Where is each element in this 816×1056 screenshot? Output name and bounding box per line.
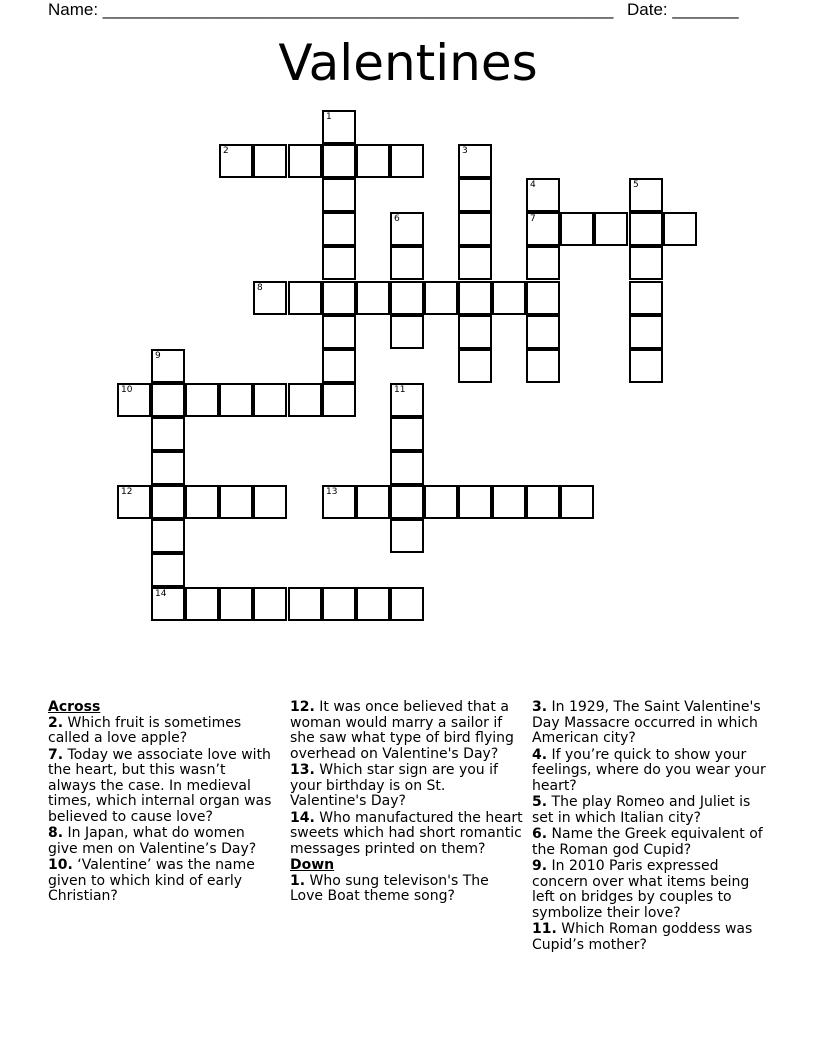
grid-cell[interactable] — [390, 519, 424, 553]
grid-cell[interactable] — [458, 315, 492, 349]
grid-cell[interactable] — [322, 281, 356, 315]
clue-number: 3. — [532, 699, 548, 715]
grid-cell[interactable] — [424, 485, 458, 519]
clue-number: 5. — [532, 794, 548, 810]
cell-number: 1 — [326, 112, 332, 122]
grid-cell[interactable] — [390, 315, 424, 349]
grid-cell[interactable] — [322, 212, 356, 246]
clue-text: The play Romeo and Juliet is set in which Italian city? — [532, 794, 751, 826]
grid-cell[interactable] — [526, 281, 560, 315]
grid-cell[interactable] — [356, 144, 390, 178]
grid-cell[interactable] — [151, 587, 185, 621]
grid-cell[interactable] — [560, 485, 594, 519]
cell-number: 6 — [394, 214, 400, 224]
cell-number: 5 — [633, 180, 639, 190]
clue-text: Which star sign are you if your birthday is on St. Valentine's Day? — [290, 762, 498, 809]
cell-number: 10 — [121, 385, 133, 395]
grid-cell[interactable] — [390, 144, 424, 178]
grid-cell[interactable] — [458, 246, 492, 280]
grid-cell[interactable] — [151, 383, 185, 417]
grid-cell[interactable] — [390, 587, 424, 621]
clue-down-5 — [532, 795, 772, 826]
grid-cell[interactable] — [526, 349, 560, 383]
clue-number: 4. — [532, 746, 548, 763]
grid-cell[interactable] — [151, 417, 185, 451]
clue-down-6 — [532, 827, 772, 858]
grid-cell[interactable] — [458, 349, 492, 383]
grid-cell[interactable] — [629, 349, 663, 383]
grid-cell[interactable] — [253, 485, 287, 519]
clue-text: ‘Valentine’ was the name given to which kind of early Christian? — [48, 857, 255, 904]
grid-cell[interactable] — [322, 315, 356, 349]
grid-cell[interactable] — [288, 383, 322, 417]
cell-number: 14 — [155, 589, 167, 599]
grid-cell[interactable] — [390, 417, 424, 451]
grid-cell[interactable] — [458, 178, 492, 212]
clue-across-12 — [290, 700, 526, 762]
clue-number: 9. — [532, 858, 548, 874]
grid-cell[interactable] — [458, 212, 492, 246]
clue-text: Today we associate love with the heart, but this wasn’t always the case. In medieval times, which internal organ was believed to cause love? — [48, 746, 272, 825]
grid-cell[interactable] — [390, 383, 424, 417]
clue-across-7 — [48, 748, 276, 826]
clue-text: In 1929, The Saint Valentine's Day Massacre occurred in which American city? — [532, 699, 761, 746]
grid-cell[interactable] — [322, 485, 356, 519]
clue-down-3 — [532, 700, 772, 747]
grid-cell[interactable] — [424, 281, 458, 315]
clue-down-4 — [532, 748, 772, 795]
grid-cell[interactable] — [526, 315, 560, 349]
cell-number: 13 — [326, 487, 338, 497]
clue-text: Which fruit is sometimes called a love apple? — [48, 714, 242, 746]
clue-across-10 — [48, 858, 276, 905]
grid-cell[interactable] — [117, 485, 151, 519]
clue-text: It was once believed that a woman would marry a sailor if she saw what type of bird flying overhead on Valentine's Day? — [290, 699, 514, 762]
clue-text: Which Roman goddess was Cupid’s mother? — [532, 921, 753, 953]
grid-cell[interactable] — [219, 485, 253, 519]
clue-number: 2. — [48, 714, 64, 731]
grid-cell[interactable] — [390, 451, 424, 485]
cell-number: 7 — [530, 214, 536, 224]
clues-column-3 — [532, 700, 772, 954]
clue-number: 1. — [290, 872, 306, 889]
grid-cell[interactable] — [185, 587, 219, 621]
clue-text: If you’re quick to show your feelings, where do you wear your heart? — [532, 746, 766, 794]
grid-cell[interactable] — [322, 587, 356, 621]
clue-down-9 — [532, 859, 772, 921]
grid-cell[interactable] — [151, 485, 185, 519]
grid-cell[interactable] — [219, 587, 253, 621]
grid-cell[interactable] — [629, 178, 663, 212]
grid-cell[interactable] — [288, 587, 322, 621]
clue-text: In 2010 Paris expressed concern over what items being left on bridges by couples to symbolize their love? — [532, 858, 750, 921]
clue-number: 8. — [48, 825, 64, 841]
grid-cell[interactable] — [663, 212, 697, 246]
clues-column-1 — [48, 700, 276, 906]
grid-cell[interactable] — [458, 281, 492, 315]
cell-number: 12 — [121, 487, 133, 497]
grid-cell[interactable] — [151, 553, 185, 587]
clue-across-13 — [290, 763, 526, 810]
clue-text: Name the Greek equivalent of the Roman god Cupid? — [532, 826, 763, 858]
grid-cell[interactable] — [288, 281, 322, 315]
grid-cell[interactable] — [390, 246, 424, 280]
clue-number: 10. — [48, 857, 73, 873]
clue-across-14 — [290, 811, 526, 858]
grid-cell[interactable] — [356, 281, 390, 315]
grid-cell[interactable] — [560, 212, 594, 246]
grid-cell[interactable] — [322, 383, 356, 417]
cell-number: 8 — [257, 283, 263, 293]
grid-cell[interactable] — [356, 485, 390, 519]
grid-cell[interactable] — [629, 212, 663, 246]
grid-cell[interactable] — [185, 383, 219, 417]
clue-number: 7. — [48, 746, 64, 763]
down-heading: Down — [290, 857, 335, 873]
clue-number: 6. — [532, 826, 548, 842]
clue-text: In Japan, what do women give men on Valentine’s Day? — [48, 825, 257, 857]
clue-down-1 — [290, 874, 526, 905]
grid-cell[interactable] — [322, 144, 356, 178]
grid-cell[interactable] — [322, 246, 356, 280]
clue-number: 13. — [290, 762, 315, 778]
page-title: Valentines — [278, 34, 538, 92]
clue-text: Who sung televison's The Love Boat theme song? — [290, 872, 489, 904]
grid-cell[interactable] — [629, 315, 663, 349]
grid-cell[interactable] — [253, 587, 287, 621]
grid-cell[interactable] — [151, 519, 185, 553]
grid-cell[interactable] — [288, 144, 322, 178]
across-heading: Across — [48, 699, 101, 715]
grid-cell[interactable] — [322, 349, 356, 383]
cell-number: 3 — [462, 146, 468, 156]
clue-across-8 — [48, 826, 276, 857]
grid-cell[interactable] — [322, 110, 356, 144]
grid-cell[interactable] — [219, 144, 253, 178]
cell-number: 2 — [223, 146, 229, 156]
grid-cell[interactable] — [492, 485, 526, 519]
name-field-label: Name: ______________________________________________________ — [48, 0, 614, 19]
grid-cell[interactable] — [390, 281, 424, 315]
clue-number: 12. — [290, 699, 315, 715]
grid-cell[interactable] — [390, 212, 424, 246]
grid-cell[interactable] — [151, 349, 185, 383]
grid-cell[interactable] — [594, 212, 628, 246]
cell-number: 4 — [530, 180, 536, 190]
grid-cell[interactable] — [526, 178, 560, 212]
grid-cell[interactable] — [492, 281, 526, 315]
clue-text: Who manufactured the heart sweets which had short romantic messages printed on them? — [290, 809, 523, 857]
clue-number: 14. — [290, 809, 315, 826]
clue-across-2 — [48, 716, 276, 747]
grid-cell[interactable] — [185, 485, 219, 519]
grid-cell[interactable] — [526, 485, 560, 519]
grid-cell[interactable] — [219, 383, 253, 417]
clue-down-11 — [532, 922, 772, 953]
grid-cell[interactable] — [390, 485, 424, 519]
grid-cell[interactable] — [253, 144, 287, 178]
grid-cell[interactable] — [629, 246, 663, 280]
grid-cell[interactable] — [253, 281, 287, 315]
grid-cell[interactable] — [151, 451, 185, 485]
date-field-label: Date: _______ — [627, 0, 739, 19]
grid-cell[interactable] — [526, 246, 560, 280]
clues-column-2 — [290, 700, 526, 906]
grid-cell[interactable] — [526, 212, 560, 246]
grid-cell[interactable] — [458, 144, 492, 178]
grid-cell[interactable] — [356, 587, 390, 621]
grid-cell[interactable] — [117, 383, 151, 417]
grid-cell[interactable] — [458, 485, 492, 519]
cell-number: 9 — [155, 351, 161, 361]
grid-cell[interactable] — [253, 383, 287, 417]
cell-number: 11 — [394, 385, 406, 395]
grid-cell[interactable] — [629, 281, 663, 315]
clue-number: 11. — [532, 921, 557, 937]
grid-cell[interactable] — [322, 178, 356, 212]
